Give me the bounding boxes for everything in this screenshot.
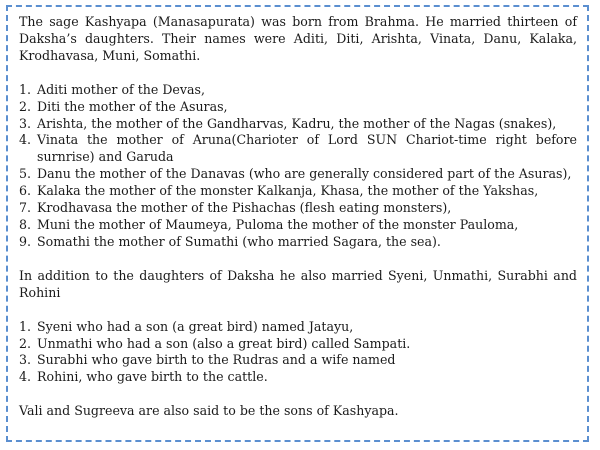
document-frame bbox=[6, 5, 589, 442]
list-number: 6. bbox=[19, 183, 32, 199]
list-text: Danu the mother of the Danavas (who are generally considered part of the Asuras), bbox=[37, 166, 572, 182]
list-text: Unmathi who had a son (also a great bird) called Sampati. bbox=[37, 335, 411, 351]
list-text: Krodhavasa the mother of the Pishachas (flesh eating monsters), bbox=[37, 200, 452, 216]
second-paragraph: In addition to the daughters of Daksha he also married Syeni, Unmathi, Surabhi and Rohini bbox=[19, 267, 577, 300]
list-number: 9. bbox=[19, 233, 32, 249]
spacer bbox=[19, 251, 577, 268]
list-text: Kalaka the mother of the monster Kalkanja, Khasa, the mother of the Yakshas, bbox=[37, 183, 539, 199]
list-number: 4. bbox=[19, 132, 32, 148]
list-text: Diti the mother of the Asuras, bbox=[37, 98, 228, 114]
list-item bbox=[19, 217, 577, 234]
list-number: 1. bbox=[19, 81, 32, 97]
list-number: 2. bbox=[19, 98, 32, 114]
list-text: Somathi the mother of Sumathi (who married Sagara, the sea). bbox=[37, 233, 441, 249]
closing-paragraph: Vali and Sugreeva are also said to be the sons of Kashyapa. bbox=[19, 403, 399, 419]
list-item bbox=[19, 82, 577, 99]
list-text: Surabhi who gave birth to the Rudras and a wife named bbox=[37, 352, 396, 368]
list-item bbox=[19, 319, 577, 336]
spacer bbox=[19, 386, 577, 403]
list-item bbox=[19, 200, 577, 217]
list-item bbox=[19, 183, 577, 200]
list-item bbox=[19, 369, 577, 386]
list-number: 5. bbox=[19, 166, 32, 182]
list-number: 1. bbox=[19, 318, 32, 334]
list-item bbox=[19, 116, 577, 133]
spacer bbox=[19, 65, 577, 82]
list-item bbox=[19, 352, 577, 369]
list-item bbox=[19, 166, 577, 183]
list-text: Vinata the mother of Aruna(Charioter of Lord SUN Chariot-time right before surnrise) and Garuda bbox=[37, 132, 577, 165]
list-text: Rohini, who gave birth to the cattle. bbox=[37, 369, 268, 385]
list-number: 2. bbox=[19, 335, 32, 351]
list-text: Aditi mother of the Devas, bbox=[37, 81, 205, 97]
list-item bbox=[19, 99, 577, 116]
list-item bbox=[19, 234, 577, 251]
list-text: Arishta, the mother of the Gandharvas, Kadru, the mother of the Nagas (snakes), bbox=[37, 115, 557, 131]
other-wives-list bbox=[19, 319, 577, 387]
list-number: 7. bbox=[19, 200, 32, 216]
list-number: 8. bbox=[19, 216, 32, 232]
list-item bbox=[19, 336, 577, 353]
intro-paragraph: The sage Kashyapa (Manasapurata) was born from Brahma. He married thirteen of Daksha’s daughters. Their names were Aditi, Diti, Arishta, Vinata, Danu, Kalaka, Krodhavasa, Muni, Somathi. bbox=[19, 14, 577, 63]
list-item bbox=[19, 132, 577, 166]
list-number: 3. bbox=[19, 352, 32, 368]
list-text: Syeni who had a son (a great bird) named Jatayu, bbox=[37, 318, 354, 334]
list-number: 4. bbox=[19, 369, 32, 385]
daksha-daughters-list bbox=[19, 82, 577, 251]
list-number: 3. bbox=[19, 115, 32, 131]
spacer bbox=[19, 302, 577, 319]
list-text: Muni the mother of Maumeya, Puloma the mother of the monster Pauloma, bbox=[37, 216, 519, 232]
